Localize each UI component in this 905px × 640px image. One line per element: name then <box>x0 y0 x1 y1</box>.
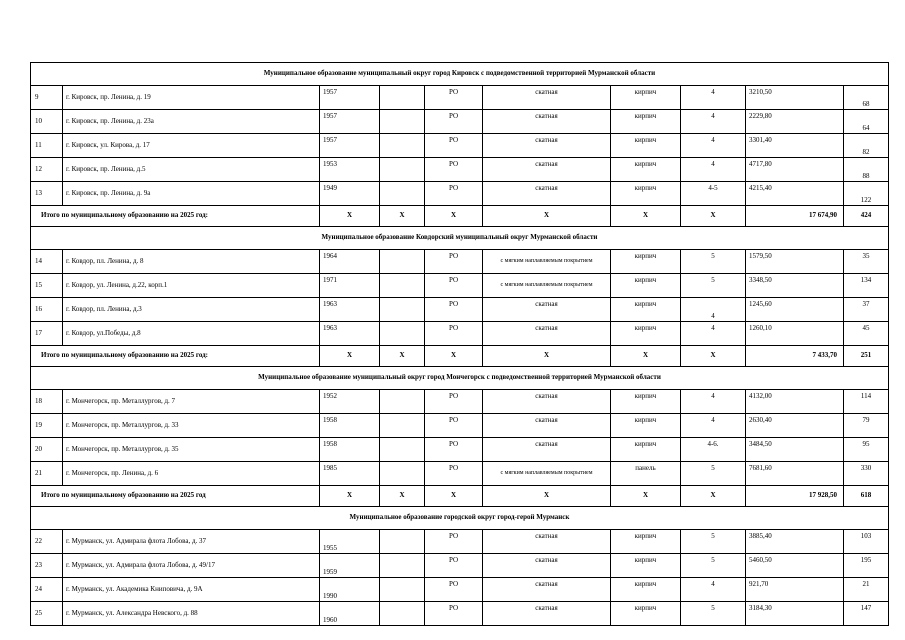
area-cell: 1579,50 <box>746 250 844 274</box>
count-cell: 79 <box>844 414 889 438</box>
area-cell: 3348,50 <box>746 274 844 298</box>
total-x: Х <box>425 206 483 227</box>
area-cell: 5460,50 <box>746 554 844 578</box>
empty-cell <box>380 530 425 554</box>
area-cell: 3484,50 <box>746 438 844 462</box>
roof-cell: скатная <box>483 578 611 602</box>
table-row <box>31 250 889 274</box>
total-count: 618 <box>844 486 889 507</box>
table-row <box>31 274 889 298</box>
wall-cell: кирпич <box>611 530 681 554</box>
year-cell: 1957 <box>320 134 380 158</box>
floors-cell: 5 <box>681 602 746 626</box>
roof-cell: скатная <box>483 414 611 438</box>
form-cell: РО <box>425 530 483 554</box>
total-area: 7 433,70 <box>746 346 844 367</box>
count-cell: 88 <box>844 158 889 182</box>
total-x: Х <box>681 206 746 227</box>
section-title: Муниципальное образование городской округ город-герой Мурманск <box>31 507 889 530</box>
section-title: Муниципальное образование муниципальный округ город Мончегорск с подведомственной территорией Мурманской области <box>31 367 889 390</box>
year-cell: 1952 <box>320 390 380 414</box>
roof-cell: скатная <box>483 86 611 110</box>
count-cell: 330 <box>844 462 889 486</box>
empty-cell <box>380 182 425 206</box>
total-x: Х <box>380 206 425 227</box>
wall-cell: кирпич <box>611 298 681 322</box>
total-x: Х <box>425 486 483 507</box>
floors-cell: 4 <box>681 390 746 414</box>
year-cell: 1957 <box>320 86 380 110</box>
area-cell: 3885,40 <box>746 530 844 554</box>
total-x: Х <box>483 206 611 227</box>
address-cell: г. Мурманск, ул. Александра Невского, д. 88 <box>63 602 320 626</box>
total-row <box>31 486 889 507</box>
table-row <box>31 182 889 206</box>
floors-cell: 5 <box>681 274 746 298</box>
form-cell: РО <box>425 134 483 158</box>
form-cell: РО <box>425 298 483 322</box>
row-number: 14 <box>31 250 63 274</box>
count-cell: 21 <box>844 578 889 602</box>
table-row <box>31 462 889 486</box>
empty-cell <box>380 414 425 438</box>
floors-cell: 4-6. <box>681 438 746 462</box>
floors-cell: 4 <box>681 414 746 438</box>
total-x: Х <box>425 346 483 367</box>
year-cell: 1990 <box>320 578 380 602</box>
row-number: 20 <box>31 438 63 462</box>
floors-cell: 5 <box>681 530 746 554</box>
total-x: Х <box>681 346 746 367</box>
form-cell: РО <box>425 554 483 578</box>
row-number: 16 <box>31 298 63 322</box>
year-cell: 1955 <box>320 530 380 554</box>
total-x: Х <box>483 346 611 367</box>
count-cell: 45 <box>844 322 889 346</box>
count-cell: 82 <box>844 134 889 158</box>
total-row <box>31 206 889 227</box>
roof-cell: с мягким наплавляемым покрытием <box>483 462 611 486</box>
form-cell: РО <box>425 390 483 414</box>
table-row <box>31 322 889 346</box>
total-x: Х <box>380 486 425 507</box>
row-number: 22 <box>31 530 63 554</box>
form-cell: РО <box>425 602 483 626</box>
address-cell: г. Мурманск, ул. Адмирала флота Лобова, д. 37 <box>63 530 320 554</box>
form-cell: РО <box>425 462 483 486</box>
floors-cell: 4 <box>681 298 746 322</box>
count-cell: 147 <box>844 602 889 626</box>
form-cell: РО <box>425 158 483 182</box>
section-header <box>31 63 889 86</box>
year-cell: 1953 <box>320 158 380 182</box>
empty-cell <box>380 110 425 134</box>
wall-cell: кирпич <box>611 274 681 298</box>
section-header <box>31 367 889 390</box>
address-cell: г. Мончегорск, пр. Металлургов, д. 33 <box>63 414 320 438</box>
housing-table <box>30 62 889 626</box>
wall-cell: кирпич <box>611 438 681 462</box>
total-label: Итого по муниципальному образованию на 2025 год: <box>31 346 320 367</box>
total-row <box>31 346 889 367</box>
total-x: Х <box>681 486 746 507</box>
area-cell: 2630,40 <box>746 414 844 438</box>
row-number: 21 <box>31 462 63 486</box>
roof-cell: скатная <box>483 322 611 346</box>
table-row <box>31 578 889 602</box>
form-cell: РО <box>425 414 483 438</box>
roof-cell: скатная <box>483 554 611 578</box>
year-cell: 1958 <box>320 414 380 438</box>
count-cell: 64 <box>844 110 889 134</box>
row-number: 25 <box>31 602 63 626</box>
row-number: 13 <box>31 182 63 206</box>
roof-cell: скатная <box>483 182 611 206</box>
row-number: 9 <box>31 86 63 110</box>
empty-cell <box>380 322 425 346</box>
count-cell: 35 <box>844 250 889 274</box>
area-cell: 3210,50 <box>746 86 844 110</box>
total-x: Х <box>320 206 380 227</box>
table-row <box>31 530 889 554</box>
table-body <box>31 63 889 626</box>
count-cell: 195 <box>844 554 889 578</box>
area-cell: 4717,80 <box>746 158 844 182</box>
address-cell: г. Мончегорск, пр. Ленина, д. 6 <box>63 462 320 486</box>
roof-cell: скатная <box>483 110 611 134</box>
total-x: Х <box>320 346 380 367</box>
year-cell: 1960 <box>320 602 380 626</box>
floors-cell: 5 <box>681 554 746 578</box>
total-x: Х <box>380 346 425 367</box>
roof-cell: скатная <box>483 602 611 626</box>
area-cell: 3301,40 <box>746 134 844 158</box>
table-row <box>31 110 889 134</box>
table-row <box>31 298 889 322</box>
row-number: 17 <box>31 322 63 346</box>
total-x: Х <box>483 486 611 507</box>
form-cell: РО <box>425 250 483 274</box>
form-cell: РО <box>425 438 483 462</box>
area-cell: 2229,80 <box>746 110 844 134</box>
row-number: 12 <box>31 158 63 182</box>
empty-cell <box>380 554 425 578</box>
wall-cell: кирпич <box>611 86 681 110</box>
empty-cell <box>380 274 425 298</box>
total-x: Х <box>611 486 681 507</box>
address-cell: г. Мурманск, ул. Академика Книповича, д. 9А <box>63 578 320 602</box>
total-area: 17 674,90 <box>746 206 844 227</box>
row-number: 24 <box>31 578 63 602</box>
roof-cell: скатная <box>483 298 611 322</box>
empty-cell <box>380 578 425 602</box>
form-cell: РО <box>425 274 483 298</box>
year-cell: 1963 <box>320 298 380 322</box>
total-count: 251 <box>844 346 889 367</box>
total-label: Итого по муниципальному образованию на 2025 год: <box>31 206 320 227</box>
row-number: 18 <box>31 390 63 414</box>
form-cell: РО <box>425 322 483 346</box>
empty-cell <box>380 462 425 486</box>
address-cell: г. Кировск, ул. Кирова, д. 17 <box>63 134 320 158</box>
section-title: Муниципальное образование Ковдорский муниципальный округ Мурманской области <box>31 227 889 250</box>
roof-cell: скатная <box>483 390 611 414</box>
roof-cell: с мягким наплавляемым покрытием <box>483 274 611 298</box>
address-cell: г. Мончегорск, пр. Металлургов, д. 35 <box>63 438 320 462</box>
wall-cell: кирпич <box>611 602 681 626</box>
wall-cell: кирпич <box>611 110 681 134</box>
floors-cell: 4-5 <box>681 182 746 206</box>
count-cell: 122 <box>844 182 889 206</box>
address-cell: г. Кировск, пр. Ленина, д. 23а <box>63 110 320 134</box>
table-row <box>31 158 889 182</box>
total-x: Х <box>611 346 681 367</box>
floors-cell: 4 <box>681 158 746 182</box>
total-x: Х <box>611 206 681 227</box>
section-header <box>31 227 889 250</box>
area-cell: 1245,60 <box>746 298 844 322</box>
row-number: 19 <box>31 414 63 438</box>
wall-cell: кирпич <box>611 414 681 438</box>
wall-cell: кирпич <box>611 578 681 602</box>
form-cell: РО <box>425 182 483 206</box>
empty-cell <box>380 438 425 462</box>
row-number: 10 <box>31 110 63 134</box>
floors-cell: 4 <box>681 110 746 134</box>
count-cell: 114 <box>844 390 889 414</box>
address-cell: г. Ковдор, ул. Ленина, д.22, корп.1 <box>63 274 320 298</box>
total-label: Итого по муниципальному образованию на 2025 год <box>31 486 320 507</box>
address-cell: г. Мурманск, ул. Адмирала флота Лобова, д. 49/17 <box>63 554 320 578</box>
roof-cell: скатная <box>483 134 611 158</box>
address-cell: г. Кировск, пр. Ленина, д. 19 <box>63 86 320 110</box>
address-cell: г. Ковдор, пл. Ленина, д.3 <box>63 298 320 322</box>
count-cell: 68 <box>844 86 889 110</box>
roof-cell: с мягким наплавляемым покрытием <box>483 250 611 274</box>
wall-cell: кирпич <box>611 322 681 346</box>
row-number: 11 <box>31 134 63 158</box>
total-area: 17 928,50 <box>746 486 844 507</box>
table-row <box>31 438 889 462</box>
table-row <box>31 602 889 626</box>
table-row <box>31 390 889 414</box>
year-cell: 1949 <box>320 182 380 206</box>
floors-cell: 4 <box>681 86 746 110</box>
row-number: 15 <box>31 274 63 298</box>
area-cell: 4215,40 <box>746 182 844 206</box>
row-number: 23 <box>31 554 63 578</box>
table-row <box>31 134 889 158</box>
table-row <box>31 554 889 578</box>
section-header <box>31 507 889 530</box>
address-cell: г. Ковдор, пл. Ленина, д. 8 <box>63 250 320 274</box>
wall-cell: кирпич <box>611 390 681 414</box>
section-title: Муниципальное образование муниципальный округ город Кировск с подведомственной территорией Мурманской области <box>31 63 889 86</box>
year-cell: 1985 <box>320 462 380 486</box>
address-cell: г. Мончегорск, пр. Металлургов, д. 7 <box>63 390 320 414</box>
empty-cell <box>380 390 425 414</box>
empty-cell <box>380 134 425 158</box>
table-row <box>31 414 889 438</box>
empty-cell <box>380 250 425 274</box>
count-cell: 103 <box>844 530 889 554</box>
wall-cell: кирпич <box>611 158 681 182</box>
area-cell: 1260,10 <box>746 322 844 346</box>
empty-cell <box>380 86 425 110</box>
area-cell: 7681,60 <box>746 462 844 486</box>
total-x: Х <box>320 486 380 507</box>
total-count: 424 <box>844 206 889 227</box>
year-cell: 1963 <box>320 322 380 346</box>
roof-cell: скатная <box>483 158 611 182</box>
count-cell: 134 <box>844 274 889 298</box>
year-cell: 1958 <box>320 438 380 462</box>
form-cell: РО <box>425 578 483 602</box>
area-cell: 4132,00 <box>746 390 844 414</box>
floors-cell: 4 <box>681 322 746 346</box>
address-cell: г. Кировск, пр. Ленина, д. 9а <box>63 182 320 206</box>
floors-cell: 5 <box>681 462 746 486</box>
count-cell: 95 <box>844 438 889 462</box>
empty-cell <box>380 602 425 626</box>
form-cell: РО <box>425 110 483 134</box>
count-cell: 37 <box>844 298 889 322</box>
year-cell: 1971 <box>320 274 380 298</box>
address-cell: г. Ковдор, ул.Победы, д.8 <box>63 322 320 346</box>
floors-cell: 4 <box>681 578 746 602</box>
wall-cell: кирпич <box>611 554 681 578</box>
address-cell: г. Кировск, пр. Ленина, д.5 <box>63 158 320 182</box>
floors-cell: 4 <box>681 134 746 158</box>
area-cell: 3184,30 <box>746 602 844 626</box>
floors-cell: 5 <box>681 250 746 274</box>
wall-cell: кирпич <box>611 250 681 274</box>
area-cell: 921,70 <box>746 578 844 602</box>
year-cell: 1957 <box>320 110 380 134</box>
roof-cell: скатная <box>483 530 611 554</box>
empty-cell <box>380 298 425 322</box>
table-row <box>31 86 889 110</box>
wall-cell: панель <box>611 462 681 486</box>
year-cell: 1959 <box>320 554 380 578</box>
empty-cell <box>380 158 425 182</box>
roof-cell: скатная <box>483 438 611 462</box>
form-cell: РО <box>425 86 483 110</box>
wall-cell: кирпич <box>611 182 681 206</box>
wall-cell: кирпич <box>611 134 681 158</box>
year-cell: 1964 <box>320 250 380 274</box>
